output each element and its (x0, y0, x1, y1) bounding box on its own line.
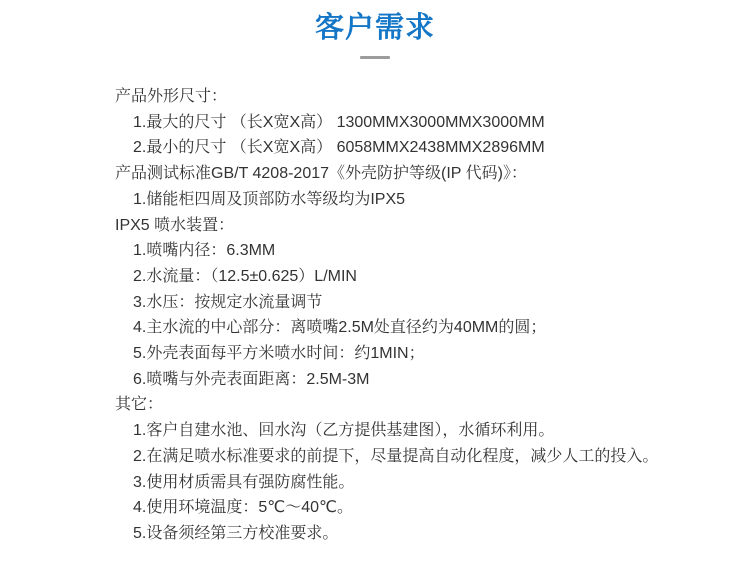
section-heading: IPX5 喷水装置： (115, 216, 235, 234)
spec-item: 4.使用环境温度：5℃～40℃。 (133, 499, 353, 517)
spec-item: 5.外壳表面每平方米喷水时间：约1MIN； (133, 345, 425, 363)
spec-item: 6.喷嘴与外壳表面距离：2.5M-3M (133, 370, 370, 388)
spec-item: 2.最小的尺寸 （长X宽X高） 6058MMX2438MMX2896MM (133, 139, 545, 157)
requirements-content (0, 84, 750, 547)
spec-item: 2.在满足喷水标准要求的前提下，尽量提高自动化程度，减少人工的投入。 (133, 447, 659, 465)
spec-item: 1.客户自建水池、回水沟（乙方提供基建图），水循环利用。 (133, 422, 555, 440)
spec-item: 3.水压：按规定水流量调节 (133, 293, 323, 311)
section-heading: 产品测试标准GB/T 4208-2017《外壳防护等级(IP 代码)》： (115, 165, 527, 183)
title-divider (360, 56, 390, 59)
spec-item: 4.主水流的中心部分：离喷嘴2.5M处直径约为40MM的圆； (133, 319, 547, 337)
spec-item: 1.喷嘴内径：6.3MM (133, 242, 276, 260)
section-heading: 其它： (115, 396, 164, 414)
spec-item: 5.设备须经第三方校准要求。 (133, 524, 339, 542)
page-title: 客户需求 (314, 12, 435, 44)
spec-item: 1.储能柜四周及顶部防水等级均为IPX5 (133, 190, 406, 208)
spec-item: 2.水流量：（12.5±0.625）L/MIN (133, 267, 357, 285)
spec-item: 3.使用材质需具有强防腐性能。 (133, 473, 355, 491)
spec-item: 1.最大的尺寸 （长X宽X高） 1300MMX3000MMX3000MM (133, 113, 545, 131)
section-heading: 产品外形尺寸： (115, 88, 228, 105)
